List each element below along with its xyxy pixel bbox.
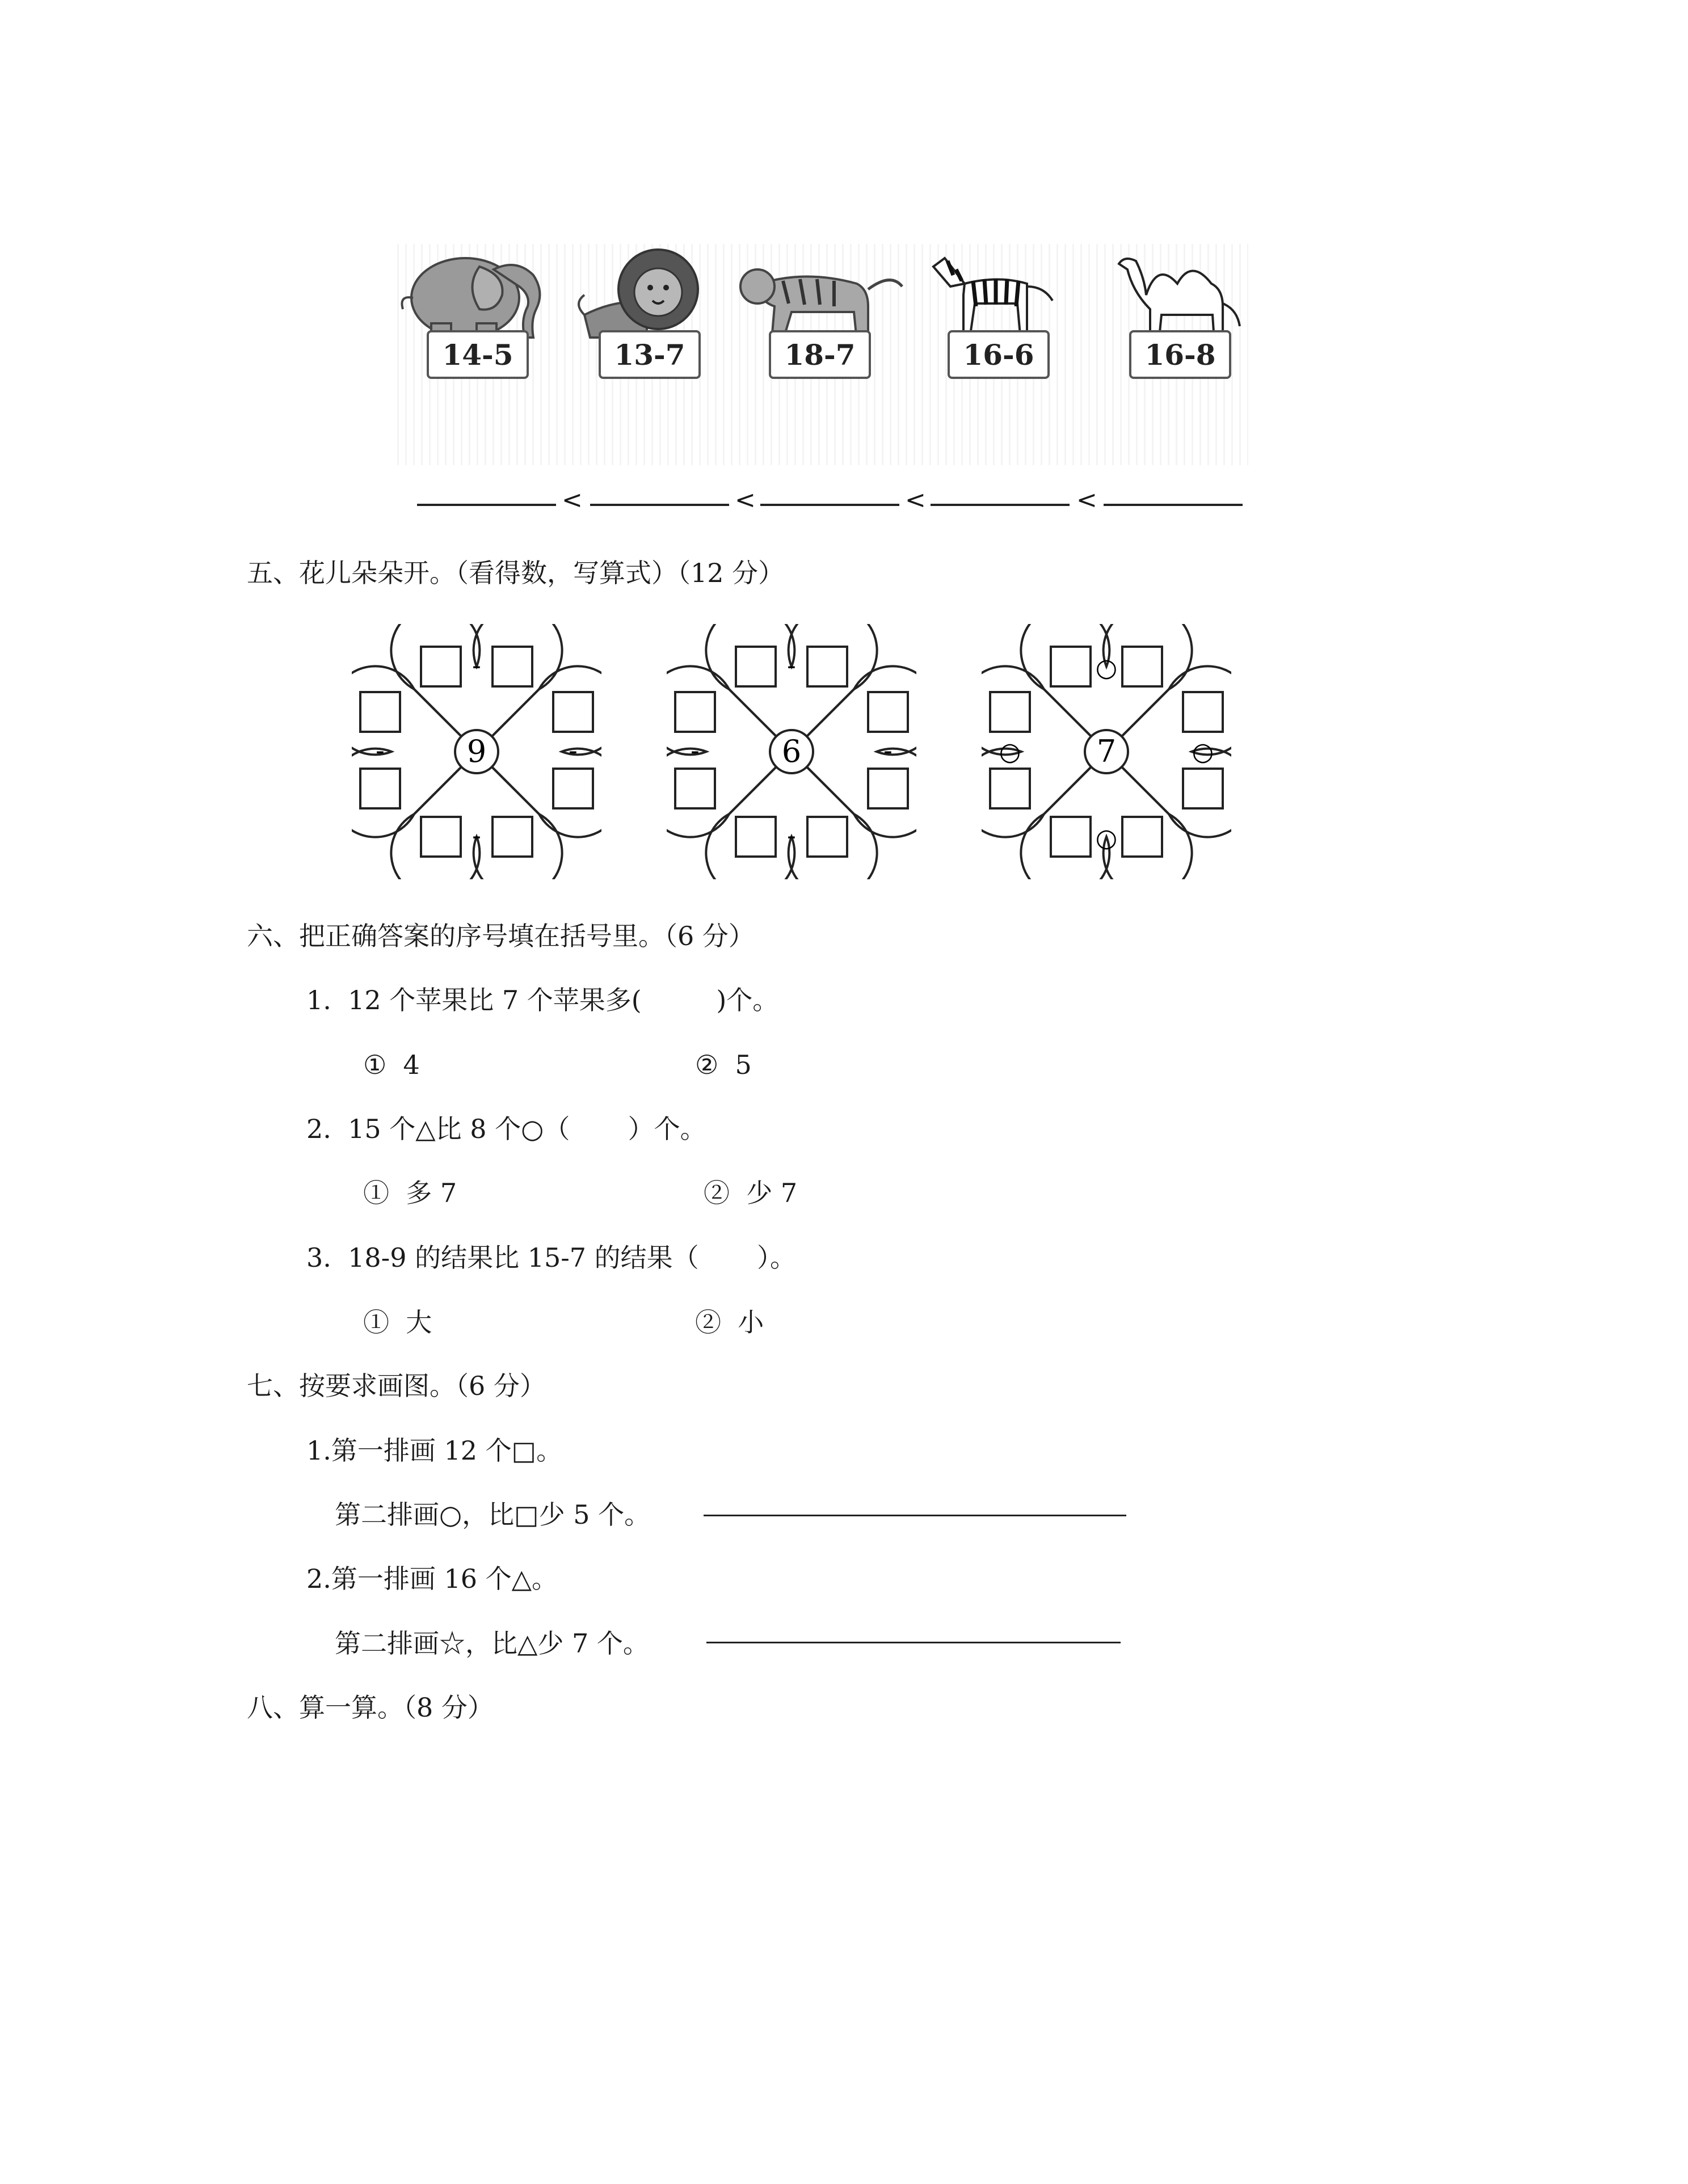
zebra-icon (931, 250, 1061, 340)
answer-blank-4[interactable] (931, 504, 1070, 506)
question-6-3: 3. 18-9 的结果比 15-7 的结果（ ）。 (306, 1242, 797, 1273)
animal-label-lion: 13-7 (599, 330, 701, 379)
flower-operator-top: ○ (1095, 653, 1118, 682)
animal-label-camel: 16-8 (1129, 330, 1231, 379)
flower-operator-bottom: - (787, 821, 796, 850)
flower-6 (667, 624, 916, 879)
flower-operator-right: - (883, 736, 893, 765)
flower-center-number: 9 (466, 733, 487, 769)
flower-operator-left: - (691, 736, 700, 765)
answer-blank-5[interactable] (1104, 504, 1243, 506)
answer-blank-1[interactable] (417, 504, 556, 506)
less-than-sign-3: < (905, 486, 926, 515)
flower-operator-bottom: - (472, 821, 481, 850)
question-6-2: 2. 15 个△比 8 个○（ ）个。 (306, 1114, 706, 1144)
animal-label-zebra: 16-6 (948, 330, 1050, 379)
animal-label-elephant: 14-5 (427, 330, 529, 379)
section-5-title: 五、花儿朵朵开。（看得数，写算式）（12 分） (247, 558, 785, 588)
answer-blank-3[interactable] (760, 504, 899, 506)
less-than-sign-1: < (562, 486, 583, 515)
section-7-title: 七、按要求画图。（6 分） (247, 1371, 546, 1401)
flower-operator-right: ○ (1192, 737, 1214, 766)
flower-9 (352, 624, 601, 879)
flower-operator-right: - (569, 736, 578, 765)
question-6-1: 1. 12 个苹果比 7 个苹果多( )个。 (306, 985, 779, 1015)
flower-center-number: 6 (781, 733, 802, 769)
flower-operator-top: - (472, 651, 481, 680)
question-7-1-second-row: 第二排画○，比□少 5 个。 (335, 1499, 651, 1530)
option-6-3-a[interactable]: ① 大 (363, 1307, 432, 1338)
option-6-2-b[interactable]: ② 少 7 (704, 1178, 798, 1208)
section-6-title: 六、把正确答案的序号填在括号里。（6 分） (247, 921, 755, 951)
flower-operator-left: ○ (999, 737, 1021, 766)
animal-label-tiger: 18-7 (769, 330, 871, 379)
flower-operator-left: - (376, 736, 385, 765)
flower-operator-top: - (787, 651, 796, 680)
option-6-3-b[interactable]: ② 小 (695, 1307, 764, 1338)
flower-operator-bottom: ○ (1095, 824, 1118, 853)
option-6-1-a[interactable]: ① 4 (363, 1049, 420, 1080)
flower-center-number: 7 (1096, 733, 1117, 769)
drawing-line-2[interactable] (706, 1642, 1121, 1643)
less-than-sign-4: < (1076, 486, 1097, 515)
section-8-title: 八、算一算。（8 分） (247, 1692, 494, 1723)
question-7-1: 1.第一排画 12 个□。 (306, 1435, 563, 1466)
option-6-1-b[interactable]: ② 5 (695, 1049, 752, 1080)
question-7-2: 2.第一排画 16 个△。 (306, 1563, 558, 1594)
question-7-2-second-row: 第二排画☆，比△少 7 个。 (335, 1628, 649, 1659)
drawing-line-1[interactable] (704, 1515, 1126, 1516)
answer-blank-2[interactable] (590, 504, 729, 506)
option-6-2-a[interactable]: ① 多 7 (363, 1178, 457, 1208)
less-than-sign-2: < (735, 486, 756, 515)
flower-7 (982, 624, 1231, 879)
